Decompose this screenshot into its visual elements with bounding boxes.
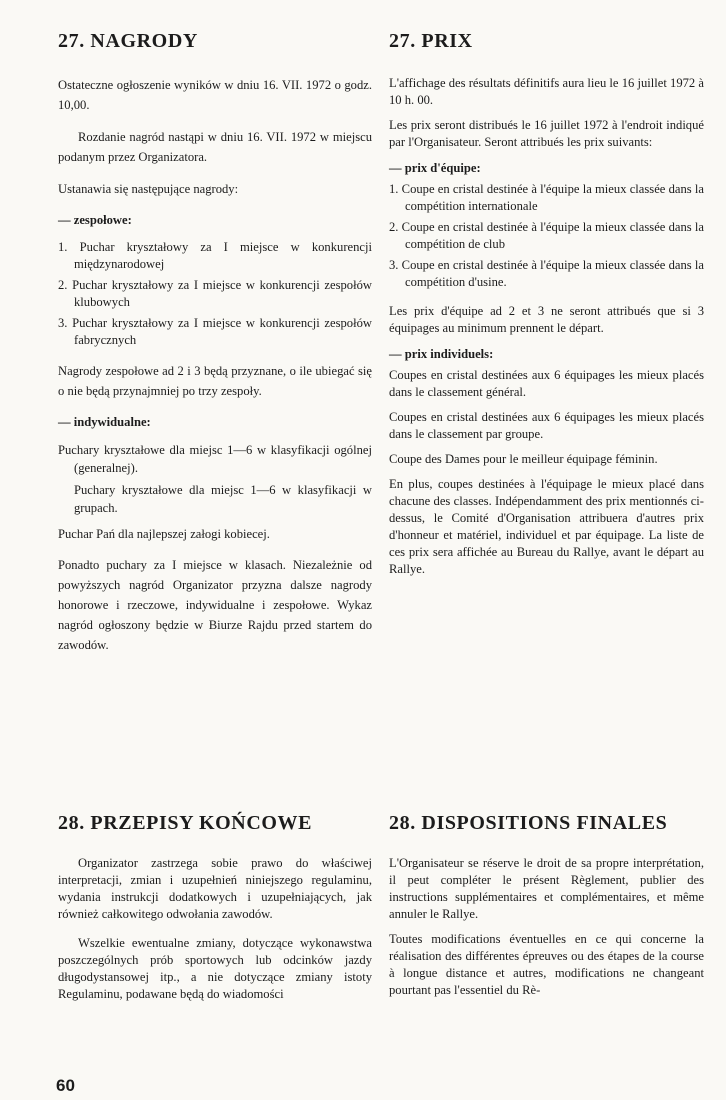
awards-ceremony: Les prix seront distribués le 16 juillet 1972 à l'endroit indiqué par l'Organisateur. Seront attribués les prix suivants: [389, 118, 704, 149]
final-provisions-paragraph: Toutes modifications éventuelles en ce qui concerne la réalisation des différentes épreuves ou des étapes de la course à longue distance et autres, modifications ne changeant pourtant pas l'essentiel du Rè- [389, 932, 704, 997]
list-item: 3. Coupe en cristal destinée à l'équipe la mieux classée dans la compétition d'usine. [389, 258, 704, 289]
list-item: 1. Puchar kryształowy za I miejsce w konkurencji międzynarodowej [58, 240, 372, 271]
section-28-polish [58, 812, 372, 1015]
list-item: 2. Puchar kryształowy za I miejsce w konkurencji zespołów klubowych [58, 278, 372, 309]
section-title: 27. NAGRODY [58, 30, 198, 52]
list-item: 1. Coupe en cristal destinée à l'équipe la mieux classée dans la compétition internationale [389, 182, 704, 213]
list-item: 2. Coupe en cristal destinée à l'équipe la mieux classée dans la compétition de club [389, 220, 704, 251]
individual-award-groups: Coupes en cristal destinées aux 6 équipages les mieux placés dans le classement par groupe. [389, 410, 704, 441]
additional-awards: Ponadto puchary za I miejsce w klasach. Niezależnie od powyższych nagród Organizator przyzna dalsze nagrody honorowe i rzeczowe, indywidualne i zespołowe. Wykaz nagród ogłoszony będzie w Biurze Rajdu przed startem do zawodów. [58, 558, 372, 652]
team-awards-list [58, 239, 372, 349]
page-number: 60 [56, 1076, 75, 1095]
individual-award-ladies: Puchar Pań dla najlepszej załogi kobiecej. [58, 527, 270, 541]
section-27-french [389, 30, 704, 586]
team-awards-label: — zespołowe: [58, 213, 132, 227]
individual-awards-label: — indywidualne: [58, 415, 151, 429]
team-awards-list [389, 181, 704, 291]
final-provisions-paragraph: Organizator zastrzega sobie prawo do właściwej interpretacji, zmian i uzupełnień niniejszego regulaminu, wydania instrukcji dodatkowych i uzupełniających, jak również całkowitego odwołania zawodów. [58, 856, 372, 921]
section-28-french [389, 812, 704, 1007]
individual-awards-label: — prix individuels: [389, 347, 494, 361]
awards-intro: Ustanawia się następujące nagrody: [58, 182, 239, 196]
list-item: 3. Puchar kryształowy za I miejsce w konkurencji zespołów fabrycznych [58, 316, 372, 347]
team-awards-condition: Les prix d'équipe ad 2 et 3 ne seront attribués que si 3 équipages au minimum prennent le départ. [389, 304, 704, 335]
results-announcement: Ostateczne ogłoszenie wyników w dniu 16. VII. 1972 o godz. 10,00. [58, 78, 372, 112]
final-provisions-paragraph: L'Organisateur se réserve le droit de sa propre interprétation, il peut compléter le présent Règlement, publier des instructions supplémentaires et complémentaires, et même annuler le Rallye. [389, 856, 704, 921]
team-awards-label: — prix d'équipe: [389, 161, 481, 175]
individual-award-general: Coupes en cristal destinées aux 6 équipages les mieux placés dans le classement général. [389, 368, 704, 399]
team-awards-condition: Nagrody zespołowe ad 2 i 3 będą przyznane, o ile ubiegać się o nie będą przynajmniej po trzy zespoły. [58, 364, 372, 398]
section-27-polish [58, 30, 372, 667]
results-announcement: L'affichage des résultats définitifs aura lieu le 16 juillet 1972 à 10 h. 00. [389, 76, 704, 107]
awards-ceremony: Rozdanie nagród nastąpi w dniu 16. VII. 1972 w miejscu podanym przez Organizatora. [58, 130, 372, 164]
additional-awards: En plus, coupes destinées à l'équipage le mieux placé dans chacune des classes. Indépendamment des prix mentionnés ci-dessus, le Comité d'Organisation attribuera d'autres prix d'honneur et matériel, individuel et par équipage. La liste de ces prix sera affichée au Bureau du Rallye, avant le départ au Rallye. [389, 477, 704, 576]
section-title: 27. PRIX [389, 30, 473, 52]
section-title: 28. PRZEPISY KOŃCOWE [58, 812, 313, 834]
final-provisions-paragraph: Wszelkie ewentualne zmiany, dotyczące wykonawstwa poszczególnych prób sportowych lub odcinków jazdy długodystansowej itp., a nie dotyczące zmiany istoty Regulaminu, podawane będą do wiadomości [58, 936, 372, 1001]
individual-award-ladies: Coupe des Dames pour le meilleur équipage féminin. [389, 452, 658, 466]
individual-award-general: Puchary kryształowe dla miejsc 1—6 w klasyfikacji ogólnej (generalnej). [58, 443, 372, 475]
section-title: 28. DISPOSITIONS FINALES [389, 812, 668, 834]
individual-award-groups: Puchary kryształowe dla miejsc 1—6 w klasyfikacji w grupach. [74, 483, 372, 515]
